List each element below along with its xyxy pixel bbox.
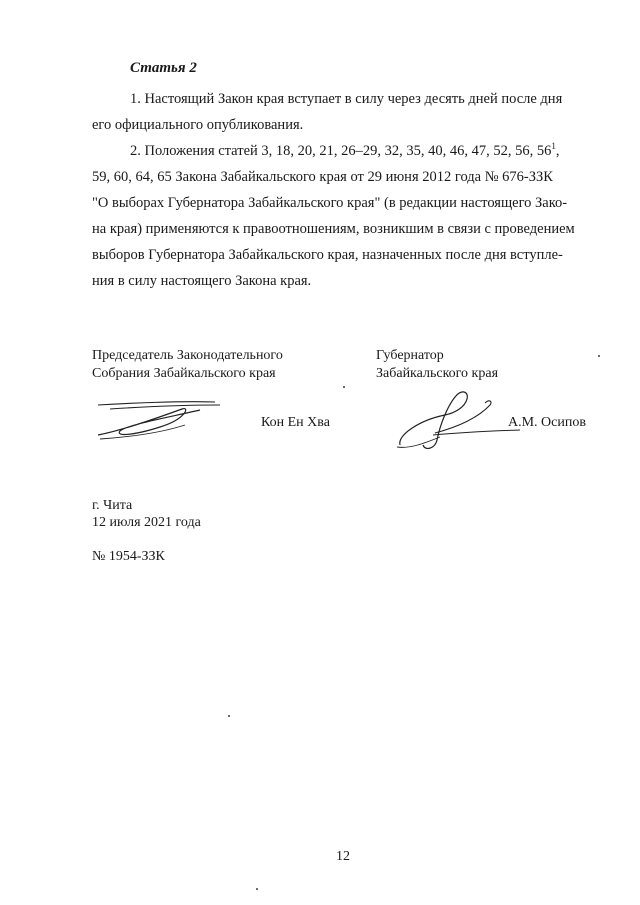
left-signatory-name: Кон Ен Хва (261, 415, 330, 430)
superscript-index: 1 (551, 141, 556, 151)
left-signatory-title-line-2: Собрания Забайкальского края (92, 366, 276, 381)
paragraph-2-line-3: "О выборах Губернатора Забайкальского края" (в редакции настоящего Зако- (92, 195, 568, 211)
place: г. Чита (92, 498, 133, 513)
law-number: № 1954-ЗЗК (92, 549, 165, 564)
left-signatory-title (92, 347, 283, 383)
scan-speck (228, 715, 230, 717)
right-signatory-name: А.М. Осипов (508, 415, 586, 430)
article-title: Статья 2 (130, 60, 197, 76)
scan-speck (343, 386, 345, 388)
paragraph-2-line-1-text: 2. Положения статей 3, 18, 20, 21, 26–29, 32, 35, 40, 46, 47, 52, 56, 56 (130, 143, 552, 159)
paragraph-1-line-2: его официального опубликования. (92, 117, 304, 133)
paragraph-2-line-1 (130, 141, 560, 159)
date: 12 июля 2021 года (92, 515, 201, 530)
right-signatory-title-line-2: Забайкальского края (376, 366, 499, 381)
paragraph-2-line-2: 59, 60, 64, 65 Закона Забайкальского края от 29 июня 2012 года № 676-ЗЗК (92, 169, 553, 185)
paragraph-2-line-1-tail: , (555, 143, 560, 159)
scan-speck (256, 888, 258, 890)
left-signatory-title-line-1: Председатель Законодательного (92, 348, 283, 363)
page-number: 12 (336, 849, 350, 864)
paragraph-2-line-4: на края) применяются к правоотношениям, возникшим в связи с проведением (92, 221, 575, 237)
scan-speck (598, 355, 600, 357)
left-signature-icon (90, 395, 230, 445)
right-signatory-title (376, 347, 498, 383)
paragraph-1-line-1: 1. Настоящий Закон края вступает в силу через десять дней после дня (130, 91, 563, 107)
paragraph-2-line-6: ния в силу настоящего Закона края. (92, 273, 312, 289)
paragraph-2-line-5: выборов Губернатора Забайкальского края, назначенных после дня вступле- (92, 247, 563, 263)
right-signatory-title-line-1: Губернатор (376, 348, 444, 363)
